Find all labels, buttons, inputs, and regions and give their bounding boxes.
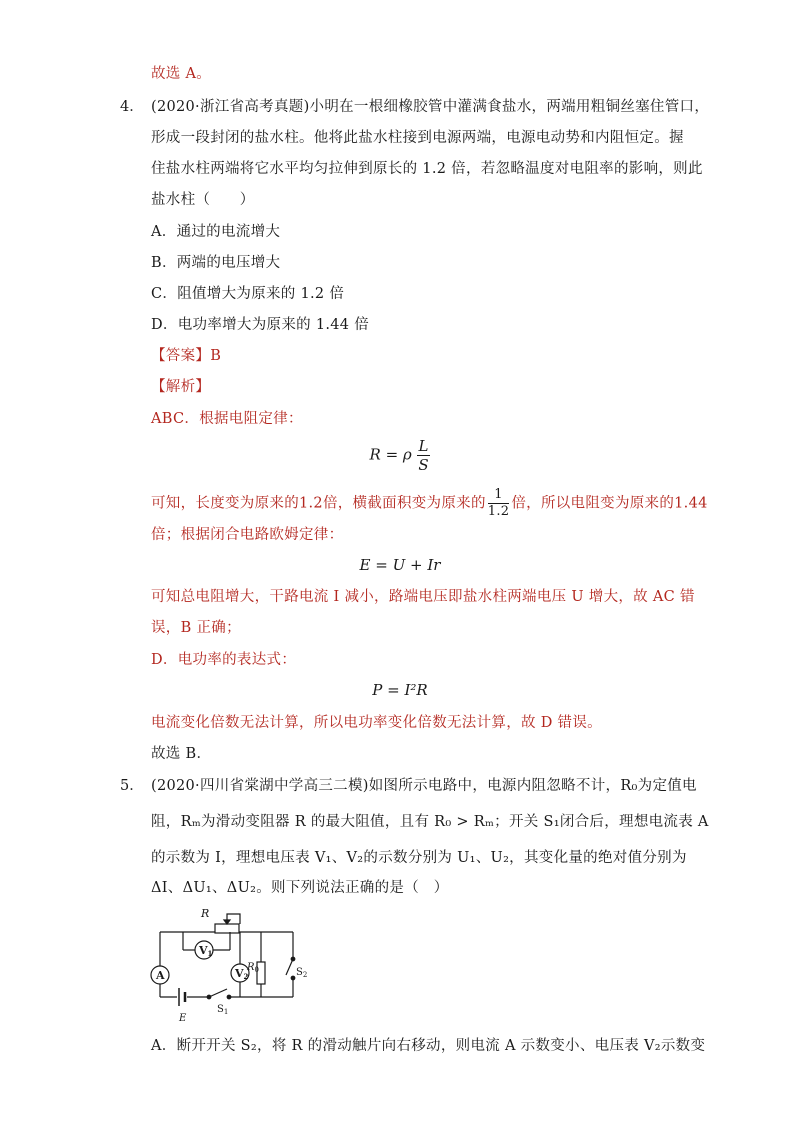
q5-stem-line-2: 阻，Rₘ为滑动变阻器 R 的最大阻值，且有 R₀ > Rₘ；开关 S₁闭合后，理想电流表 A bbox=[151, 814, 709, 830]
q5-stem-line-4: ΔI、ΔU₁、ΔU₂。则下列说法正确的是（ ） bbox=[151, 880, 449, 896]
eq1-fraction bbox=[417, 437, 431, 474]
q4-number: 4． bbox=[120, 99, 144, 115]
q4-abc-intro: ABC．根据电阻定律： bbox=[151, 411, 303, 427]
q5-option-a: A．断开开关 S₂，将 R 的滑动触片向右移动，则电流 A 示数变小、电压表 V₂示数变 bbox=[151, 1038, 706, 1054]
q4-option-d: D．电功率增大为原来的 1.44 倍 bbox=[151, 317, 370, 333]
q4-stem-line-1: (2020·浙江省高考真题)小明在一根细橡胶管中灌满食盐水，两端用粗铜丝塞住管口， bbox=[151, 99, 710, 115]
label-e: E bbox=[179, 1013, 187, 1024]
q4-analysis-line-c: 可知总电阻增大，干路电流 I 减小，路端电压即盐水柱两端电压 U 增大，故 AC 错 bbox=[151, 589, 695, 605]
label-s1: $S_1$ bbox=[217, 1004, 229, 1016]
q4-answer: 【答案】B bbox=[151, 348, 222, 364]
label-s2: $S_2$ bbox=[296, 967, 308, 979]
fraction-one-over-1-2 bbox=[488, 487, 510, 520]
prev-conclusion: 故选 A。 bbox=[151, 66, 212, 82]
eq1-denominator: S bbox=[418, 456, 429, 474]
s1-blade bbox=[209, 989, 227, 997]
rheostat-body bbox=[215, 924, 239, 933]
q4-stem-line-4: 盐水柱（ ） bbox=[151, 192, 255, 208]
q4-analysis-line-b: 倍；根据闭合电路欧姆定律： bbox=[151, 527, 344, 543]
equation-resistance-law bbox=[150, 437, 650, 474]
rheostat-slider-wire bbox=[227, 914, 240, 924]
equation-ohm-closed-circuit: E = U + Ir bbox=[359, 556, 441, 574]
q4-conclusion: 故选 B． bbox=[151, 746, 212, 762]
q4-d-intro: D．电功率的表达式： bbox=[151, 652, 297, 668]
eq1-numerator: L bbox=[418, 437, 429, 455]
q4-option-a: A．通过的电流增大 bbox=[151, 224, 281, 240]
s1-terminal-right bbox=[227, 995, 231, 999]
q4-option-b: B．两端的电压增大 bbox=[151, 255, 281, 271]
q5-stem-line-3: 的示数为 I，理想电压表 V₁、V₂的示数分别为 U₁、U₂，其变化量的绝对值分别为 bbox=[151, 850, 687, 866]
equation-power: P = I²R bbox=[372, 681, 428, 699]
q4-stem-line-3: 住盐水柱两端将它水平均匀拉伸到原长的 1.2 倍，若忽略温度对电阻率的影响，则此 bbox=[151, 161, 703, 177]
q4-analysis-line-e: 电流变化倍数无法计算，所以电功率变化倍数无法计算，故 D 错误。 bbox=[151, 715, 602, 731]
line-a-post: 倍，所以电阻变为原来的1.44 bbox=[511, 495, 708, 512]
frac-den: 1.2 bbox=[487, 504, 510, 519]
q5-number: 5． bbox=[120, 778, 144, 794]
label-v2: V2 bbox=[235, 967, 249, 981]
label-r: R bbox=[201, 907, 210, 920]
label-a: A bbox=[156, 969, 165, 982]
q4-analysis-line-a bbox=[151, 487, 708, 520]
q4-analysis-label: 【解析】 bbox=[151, 379, 211, 395]
line-a-pre: 可知，长度变为原来的1.2倍，横截面积变为原来的 bbox=[151, 495, 486, 512]
q4-option-c: C．阻值增大为原来的 1.2 倍 bbox=[151, 286, 345, 302]
q5-stem-line-1: (2020·四川省棠湖中学高三二模)如图所示电路中，电源内阻忽略不计，R₀为定值电 bbox=[151, 778, 697, 794]
frac-num: 1 bbox=[488, 487, 510, 504]
s2-blade bbox=[286, 959, 293, 975]
q4-analysis-line-d: 误，B 正确； bbox=[151, 620, 241, 636]
label-r0: $R_0$ bbox=[247, 962, 259, 974]
q4-stem-line-2: 形成一段封闭的盐水柱。他将此盐水柱接到电源两端，电源电动势和内阻恒定。握 bbox=[151, 130, 684, 146]
eq1-lhs: R = ρ bbox=[369, 445, 412, 464]
circuit-diagram bbox=[145, 902, 315, 1024]
label-v1: V1 bbox=[199, 944, 213, 958]
